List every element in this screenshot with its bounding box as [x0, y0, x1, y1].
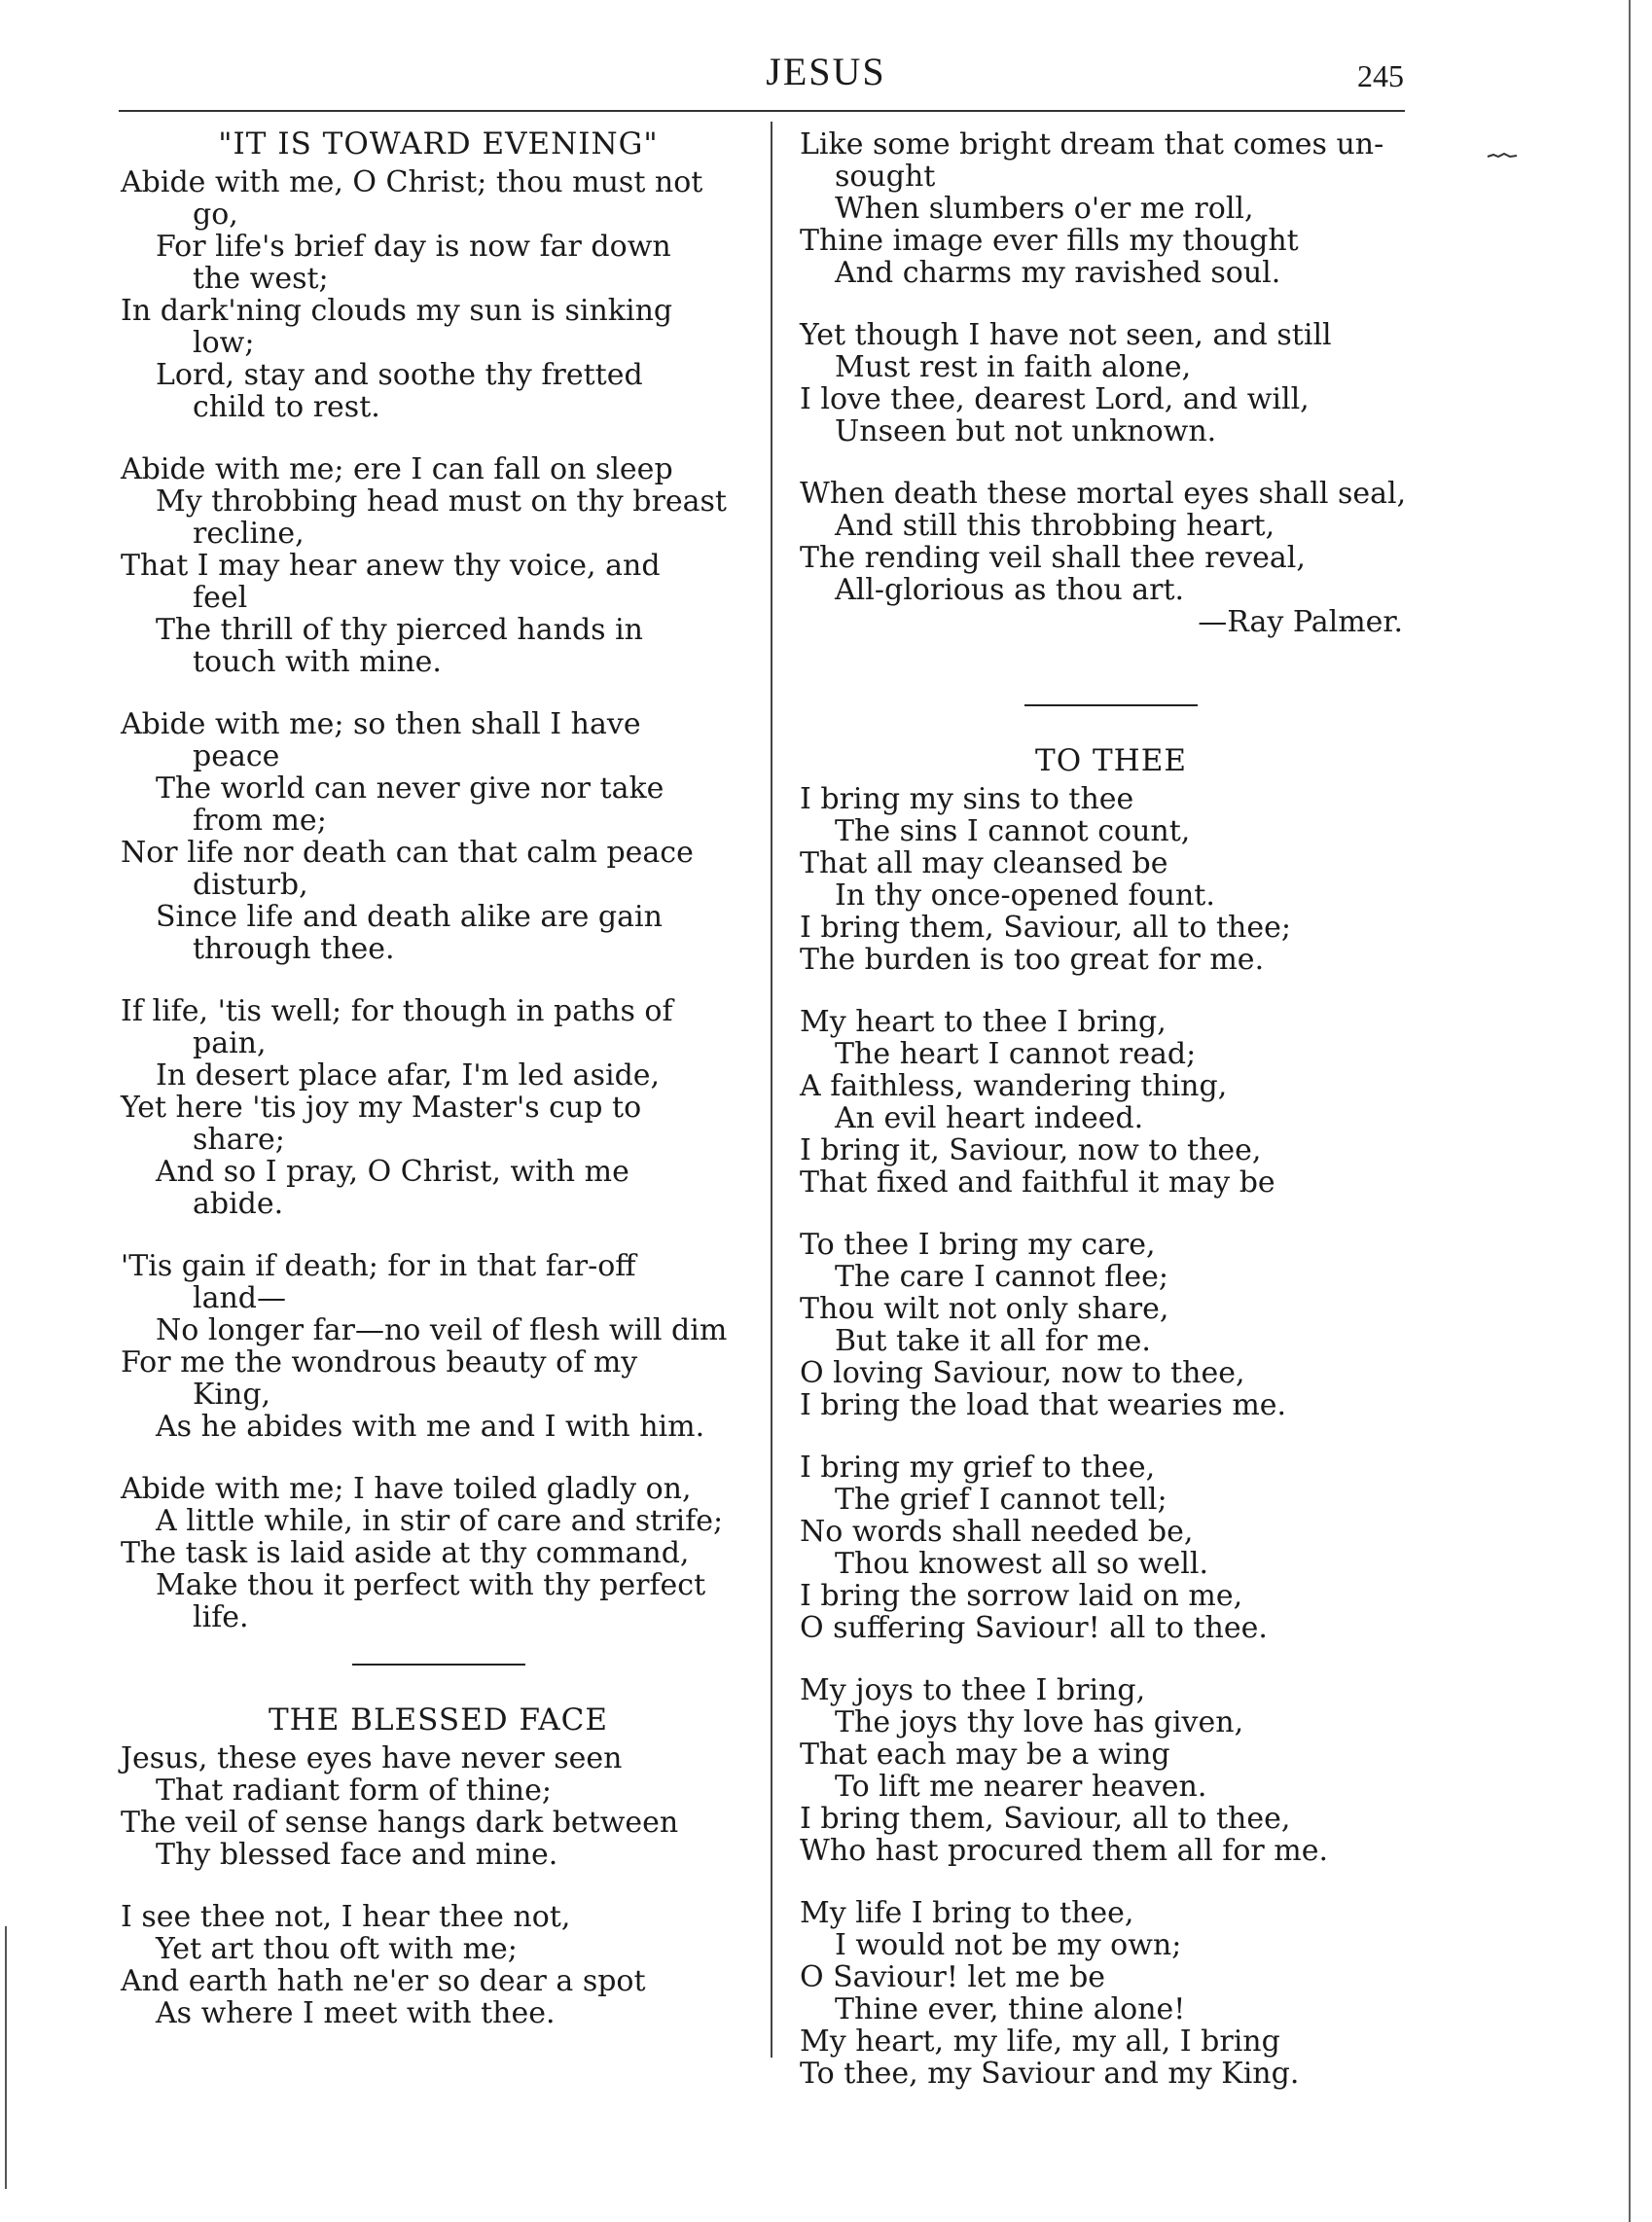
- poem-title: TO THEE: [1035, 743, 1187, 778]
- stanza: [121, 1250, 756, 1443]
- verse-line: That all may cleansed be: [800, 846, 1168, 880]
- verse-line: My joys to thee I bring,: [800, 1673, 1146, 1707]
- verse-line: For me the wondrous beauty of my: [121, 1345, 638, 1380]
- margin-rule: [5, 1926, 7, 2189]
- verse-line: To lift me nearer heaven.: [835, 1770, 1207, 1804]
- poem-it-is-toward-evening: [121, 128, 756, 1633]
- stanza: [800, 1229, 1422, 1421]
- right-column: [800, 128, 1422, 2120]
- stanza: [121, 1901, 756, 2029]
- verse-line: A faithless, wandering thing,: [800, 1069, 1228, 1103]
- verse-line: To thee, my Saviour and my King.: [800, 2057, 1300, 2091]
- verse-line: I bring the load that wearies me.: [800, 1388, 1287, 1422]
- verse-line: I bring them, Saviour, all to thee,: [800, 1802, 1291, 1836]
- stanza: [800, 128, 1422, 289]
- page-edge-line: [1629, 0, 1631, 2222]
- verse-line: And earth hath ne'er so dear a spot: [121, 1964, 646, 1998]
- stanza: [121, 995, 756, 1220]
- verse-line: The grief I cannot tell;: [835, 1483, 1167, 1517]
- verse-line: child to rest.: [193, 390, 380, 424]
- stanza: [800, 1897, 1422, 2090]
- stanza: [800, 478, 1422, 606]
- verse-line: For life's brief day is now far down: [156, 230, 671, 264]
- verse-line: Abide with me; ere I can fall on sleep: [121, 452, 673, 486]
- poem-continued: [800, 128, 1422, 638]
- stanza: [800, 319, 1422, 448]
- verse-line: 'Tis gain if death; for in that far-off: [121, 1249, 636, 1283]
- verse-line: When slumbers o'er me roll,: [835, 192, 1254, 226]
- stanza: [800, 1674, 1422, 1867]
- verse-line: Unseen but not unknown.: [835, 414, 1217, 448]
- attribution: —Ray Palmer.: [1198, 605, 1403, 639]
- verse-line: That fixed and faithful it may be: [800, 1165, 1275, 1200]
- verse-line: share;: [193, 1123, 285, 1157]
- verse-line: Thou wilt not only share,: [800, 1292, 1169, 1326]
- verse-line: The care I cannot flee;: [835, 1260, 1168, 1294]
- verse-line: No words shall needed be,: [800, 1515, 1194, 1549]
- verse-line: sought: [835, 160, 936, 194]
- verse-line: go,: [193, 197, 238, 232]
- poem-the-blessed-face: [121, 1664, 756, 2029]
- verse-line: No longer far—no veil of flesh will dim: [156, 1313, 728, 1347]
- verse-line: Since life and death alike are gain: [156, 900, 663, 934]
- margin-ink-mark-icon: [1487, 153, 1518, 159]
- verse-line: The rending veil shall thee reveal,: [800, 541, 1306, 575]
- left-column: [121, 128, 756, 2060]
- verse-line: The task is laid aside at thy command,: [121, 1536, 690, 1570]
- verse-line: Abide with me; so then shall I have: [121, 707, 641, 741]
- verse-line: To thee I bring my care,: [800, 1228, 1156, 1262]
- verse-line: recline,: [193, 517, 305, 551]
- verse-line: Like some bright dream that comes un-: [800, 127, 1384, 161]
- verse-line: If life, 'tis well; for though in paths of: [121, 994, 673, 1028]
- verse-line: Abide with me, O Christ; thou must not: [121, 165, 703, 199]
- verse-line: The burden is too great for me.: [800, 943, 1265, 977]
- verse-line: Lord, stay and soothe thy fretted: [156, 358, 643, 392]
- verse-line: Nor life nor death can that calm peace: [121, 836, 694, 870]
- verse-line: That each may be a wing: [800, 1738, 1170, 1772]
- verse-line: I bring my grief to thee,: [800, 1451, 1156, 1485]
- verse-line: the west;: [193, 262, 329, 296]
- verse-line: When death these mortal eyes shall seal,: [800, 477, 1407, 511]
- verse-line: And charms my ravished soul.: [835, 256, 1281, 290]
- verse-line: I bring it, Saviour, now to thee,: [800, 1133, 1262, 1167]
- stanza: [121, 166, 756, 423]
- stanza: [121, 708, 756, 965]
- verse-line: Thine ever, thine alone!: [835, 1992, 1186, 2026]
- poem-to-thee: [800, 704, 1422, 2090]
- verse-line: My heart to thee I bring,: [800, 1005, 1167, 1039]
- verse-line: King,: [193, 1378, 271, 1412]
- verse-line: I would not be my own;: [835, 1928, 1182, 1962]
- page-title: JESUS: [766, 50, 886, 93]
- verse-line: disturb,: [193, 868, 308, 902]
- stanza: [800, 1451, 1422, 1644]
- verse-line: All-glorious as thou art.: [835, 573, 1185, 607]
- verse-line: My life I bring to thee,: [800, 1896, 1134, 1930]
- verse-line: Abide with me; I have toiled gladly on,: [121, 1472, 692, 1506]
- verse-line: An evil heart indeed.: [835, 1101, 1144, 1135]
- verse-line: feel: [193, 581, 248, 615]
- verse-line: The heart I cannot read;: [835, 1037, 1197, 1071]
- verse-line: The thrill of thy pierced hands in: [156, 613, 643, 647]
- verse-line: I bring my sins to thee: [800, 782, 1134, 816]
- verse-line: Make thou it perfect with thy perfect: [156, 1568, 706, 1602]
- verse-line: Who hast procured them all for me.: [800, 1834, 1329, 1868]
- verse-line: I bring them, Saviour, all to thee;: [800, 911, 1291, 945]
- verse-line: My throbbing head must on thy breast: [156, 484, 727, 519]
- verse-line: pain,: [193, 1026, 267, 1060]
- poem-title: THE BLESSED FACE: [268, 1702, 608, 1738]
- verse-line: As he abides with me and I with him.: [156, 1410, 705, 1444]
- verse-line: I love thee, dearest Lord, and will,: [800, 382, 1310, 416]
- verse-line: O suffering Saviour! all to thee.: [800, 1611, 1268, 1645]
- verse-line: peace: [193, 739, 280, 773]
- verse-line: A little while, in stir of care and strife;: [156, 1504, 724, 1538]
- verse-line: Thine image ever fills my thought: [800, 224, 1299, 258]
- verse-line: Yet art thou oft with me;: [156, 1932, 518, 1966]
- verse-line: The veil of sense hangs dark between: [121, 1806, 679, 1840]
- verse-line: from me;: [193, 804, 327, 838]
- page-number: 245: [1357, 58, 1404, 93]
- verse-line: In dark'ning clouds my sun is sinking: [121, 294, 673, 328]
- verse-line: abide.: [193, 1187, 284, 1221]
- stanza: [121, 1742, 756, 1871]
- verse-line: And still this throbbing heart,: [835, 509, 1275, 543]
- verse-line: low;: [193, 326, 255, 360]
- verse-line: The sins I cannot count,: [835, 814, 1191, 848]
- verse-line: The world can never give nor take: [156, 771, 664, 806]
- section-divider: [352, 1664, 525, 1666]
- verse-line: But take it all for me.: [835, 1324, 1151, 1358]
- verse-line: Thou knowest all so well.: [835, 1547, 1208, 1581]
- verse-line: Thy blessed face and mine.: [156, 1838, 558, 1872]
- verse-line: The joys thy love has given,: [835, 1705, 1244, 1739]
- verse-line: Jesus, these eyes have never seen: [121, 1741, 623, 1775]
- verse-line: That I may hear anew thy voice, and: [121, 549, 661, 583]
- verse-line: As where I meet with thee.: [156, 1996, 556, 2030]
- verse-line: life.: [193, 1600, 249, 1634]
- verse-line: touch with mine.: [193, 645, 442, 679]
- poem-title: "IT IS TOWARD EVENING": [218, 126, 659, 161]
- stanza: [121, 453, 756, 678]
- stanza: [800, 783, 1422, 976]
- verse-line: In desert place afar, I'm led aside,: [156, 1058, 661, 1093]
- verse-line: O Saviour! let me be: [800, 1960, 1106, 1994]
- verse-line: through thee.: [193, 932, 395, 966]
- verse-line: That radiant form of thine;: [156, 1774, 552, 1808]
- verse-line: I bring the sorrow laid on me,: [800, 1579, 1243, 1613]
- header-rule: [119, 110, 1405, 112]
- section-divider: [1024, 704, 1198, 706]
- stanza: [121, 1473, 756, 1633]
- verse-line: My heart, my life, my all, I bring: [800, 2025, 1280, 2059]
- column-divider: [771, 122, 772, 2058]
- verse-line: O loving Saviour, now to thee,: [800, 1356, 1245, 1390]
- verse-line: Yet though I have not seen, and still: [800, 318, 1332, 352]
- verse-line: I see thee not, I hear thee not,: [121, 1900, 571, 1934]
- stanza: [800, 1006, 1422, 1199]
- verse-line: land—: [193, 1281, 287, 1315]
- verse-line: Must rest in faith alone,: [835, 350, 1192, 384]
- verse-line: And so I pray, O Christ, with me: [156, 1155, 629, 1189]
- verse-line: Yet here 'tis joy my Master's cup to: [121, 1091, 642, 1125]
- verse-line: In thy once-opened fount.: [835, 878, 1215, 913]
